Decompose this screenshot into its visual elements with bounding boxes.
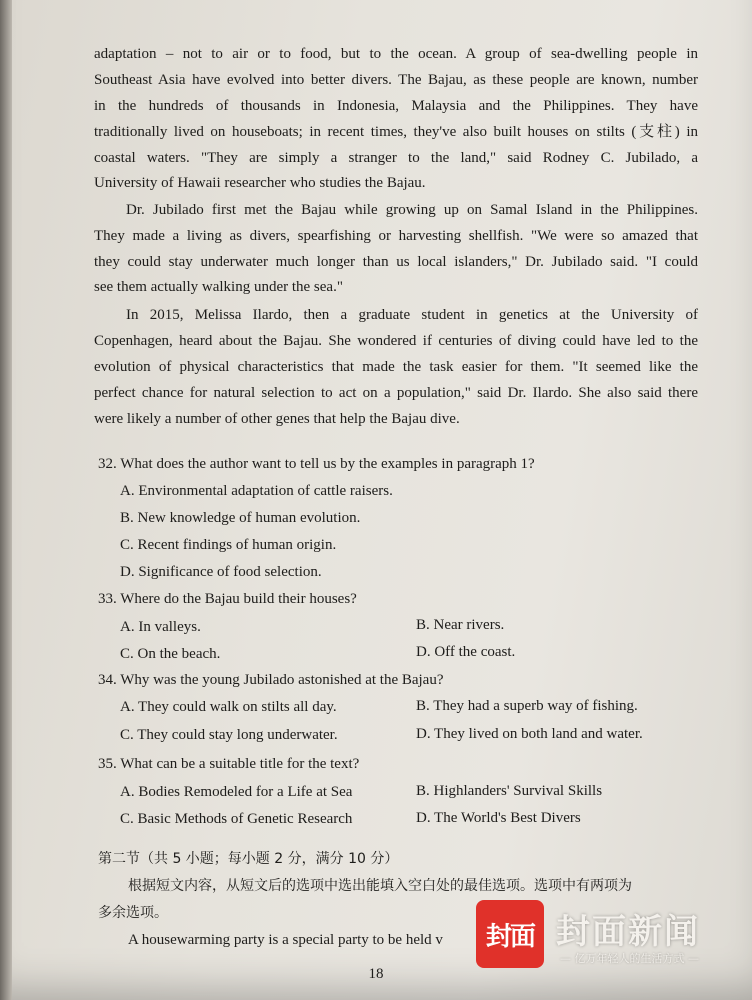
passage-line: Copenhagen, heard about the Bajau. She wondered if centuries of diving could have led to the (94, 333, 698, 349)
passage-line: coastal waters. "They are simply a stranger to the land," said Rodney C. Jubilado, a (94, 150, 698, 166)
passage-line: perfect chance for natural selection to act on a population," said Dr. Ilardo. She also said there (94, 385, 698, 401)
watermark-brand: 封面新闻 (556, 912, 700, 952)
passage-line: adaptation – not to air or to food, but to the ocean. A group of sea-dwelling people in (94, 46, 698, 62)
passage-line: were likely a number of other genes that help the Bajau dive. (94, 411, 460, 427)
question-32-option-d[interactable]: D. Significance of food selection. (120, 564, 322, 580)
question-32-option-b[interactable]: B. New knowledge of human evolution. (120, 510, 361, 526)
passage-line: in the hundreds of thousands in Indonesia, Malaysia and the Philippines. They have (94, 98, 698, 114)
passage-line: University of Hawaii researcher who studies the Bajau. (94, 175, 426, 191)
question-33-option-c[interactable]: C. On the beach. (120, 646, 221, 662)
passage-line: evolution of physical characteristics that made the task easier for them. "It seemed like the (94, 359, 698, 375)
passage-line: Dr. Jubilado first met the Bajau while growing up on Samal Island in the Philippines. (126, 202, 698, 218)
question-35-option-b[interactable]: B. Highlanders' Survival Skills (416, 783, 603, 799)
section-2-heading: 第二节（共 5 小题；每小题 2 分，满分 10 分） (98, 851, 399, 867)
page-edge-shadow (0, 0, 12, 1000)
question-34-option-d[interactable]: D. They lived on both land and water. (416, 726, 643, 742)
passage-line: traditionally lived on houseboats; in recent times, they've also built houses on stilts (支柱) in (94, 124, 698, 140)
question-35-option-d[interactable]: D. The World's Best Divers (416, 810, 581, 826)
section-2-instruction: 根据短文内容，从短文后的选项中选出能填入空白处的最佳选项。选项中有两项为 (128, 878, 632, 894)
watermark-slogan: — 亿万年轻人的生活方式 — (560, 952, 699, 965)
question-35-option-a[interactable]: A. Bodies Remodeled for a Life at Sea (120, 784, 353, 800)
question-34-stem: 34. Why was the young Jubilado astonished at the Bajau? (98, 672, 444, 688)
question-34-option-b[interactable]: B. They had a superb way of fishing. (416, 698, 638, 714)
question-34-option-c[interactable]: C. They could stay long underwater. (120, 727, 338, 743)
passage-line: see them actually walking under the sea." (94, 279, 343, 295)
question-34-option-a[interactable]: A. They could walk on stilts all day. (120, 699, 337, 715)
question-33-option-b[interactable]: B. Near rivers. (416, 617, 505, 633)
passage-line: they could stay underwater much longer than us local islanders," Dr. Jubilado said. "I could (94, 254, 698, 270)
question-35-stem: 35. What can be a suitable title for the text? (98, 756, 360, 772)
news-logo-icon: 封面 (476, 900, 544, 968)
question-32-option-a[interactable]: A. Environmental adaptation of cattle raisers. (120, 483, 393, 499)
section-2-instruction: 多余选项。 (98, 905, 168, 921)
question-32-stem: 32. What does the author want to tell us by the examples in paragraph 1? (98, 456, 535, 472)
passage-line: They made a living as divers, spearfishing or harvesting shellfish. "We were so amazed that (94, 228, 698, 244)
question-35-option-c[interactable]: C. Basic Methods of Genetic Research (120, 811, 353, 827)
passage-line: In 2015, Melissa Ilardo, then a graduate student in genetics at the University of (126, 307, 698, 323)
page-number: 18 (368, 966, 384, 982)
question-33-stem: 33. Where do the Bajau build their houses? (98, 591, 357, 607)
section-2-passage-start: A housewarming party is a special party to be held v (128, 932, 443, 948)
question-32-option-c[interactable]: C. Recent findings of human origin. (120, 537, 337, 553)
passage-line: Southeast Asia have evolved into better divers. The Bajau, as these people are known, number (94, 72, 698, 88)
question-33-option-d[interactable]: D. Off the coast. (416, 644, 516, 660)
question-33-option-a[interactable]: A. In valleys. (120, 619, 201, 635)
